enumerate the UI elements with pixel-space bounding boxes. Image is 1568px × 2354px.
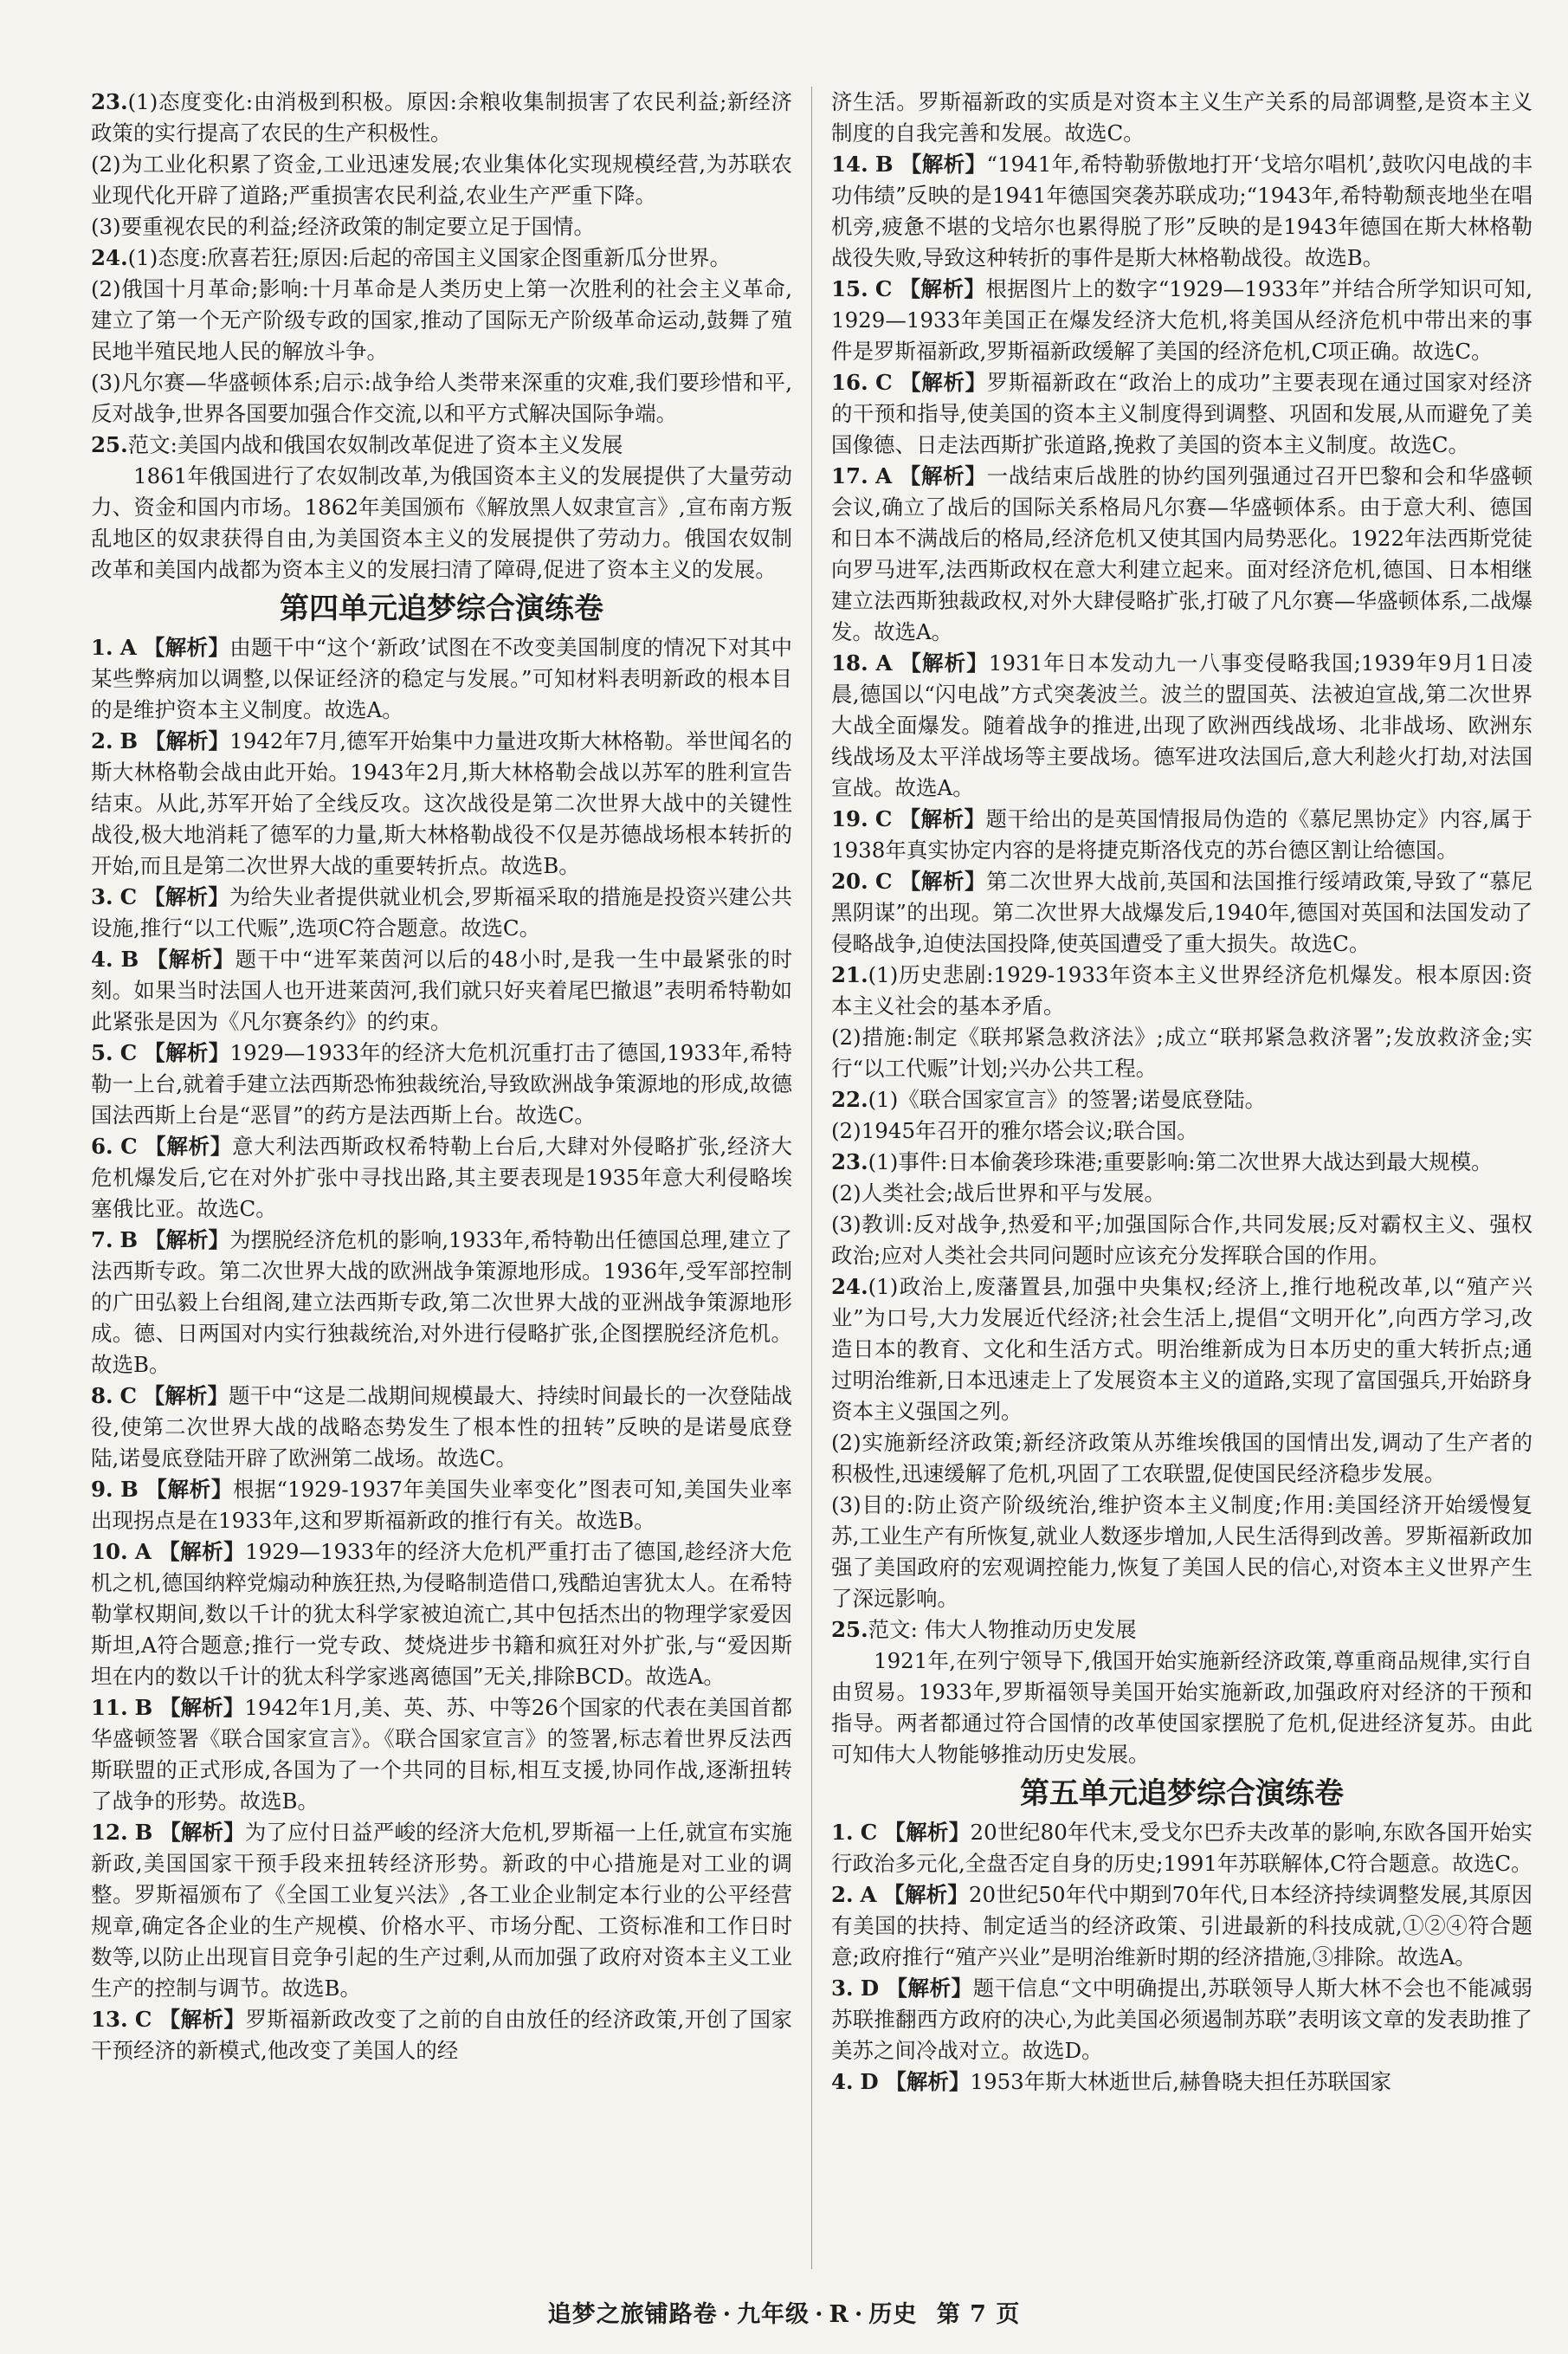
essay-paragraph: 1861年俄国进行了农奴制改革,为俄国资本主义的发展提供了大量劳动力、资金和国内市场。1862年美国颁布《解放黑人奴隶宣言》,宣布南方叛乱地区的奴隶获得自由,为美国资本主义的发展提供了劳动力。俄国农奴制改革和美国内战都为资本主义的发展扫清了障碍,促进了资本主义的发展。 (91, 463, 792, 582)
analysis-tag: 【解析】 (159, 1820, 245, 1845)
footer-edition: R (829, 2301, 849, 2328)
answer-item (91, 87, 792, 149)
question-number: 12. (91, 1820, 128, 1845)
answer-item (831, 149, 1533, 274)
answer-text: (1)态度变化:由消极到积极。原因:余粮收集制损害了农民利益;新经济政策的实行提高了农民的生产积极性。 (91, 89, 792, 146)
analysis-tag: 【解析】 (144, 1227, 230, 1252)
answer-item (831, 866, 1533, 960)
answer-item (831, 1084, 1533, 1116)
answer-text: 为给失业者提供就业机会,罗斯福采取的措施是投资兴建公共设施,推行“以工代赈”,选项C符合题意。故选C。 (91, 884, 792, 941)
answer-choice: C (119, 1040, 138, 1065)
answer-item (91, 882, 792, 944)
answer-subpart: 济生活。罗斯福新政的实质是对资本主义生产关系的局部调整,是资本主义制度的自我完善和发展。故选C。 (831, 89, 1533, 146)
left-column (91, 87, 792, 2269)
answer-item (831, 367, 1533, 461)
answer-text: 20世纪50年代中期到70年代,日本经济持续调整发展,其原因有美国的扶持、制定适当的经济政策、引进最新的科技成就,①②④符合题意;政府推行“殖产兴业”是明治维新时期的经济措施,③排除。故选A。 (831, 1882, 1533, 1969)
answer-item (831, 1614, 1533, 1646)
question-number: 24. (91, 245, 128, 270)
analysis-tag: 【解析】 (900, 370, 987, 395)
answer-text: 根据“1929-1937年美国失业率变化”图表可知,美国失业率出现拐点是在1933年,这和罗斯福新政的推行有关。故选B。 (91, 1477, 792, 1533)
question-number: 17. (831, 463, 868, 488)
answer-item (91, 1038, 792, 1131)
answer-choice: C (874, 276, 893, 301)
question-number: 15. (831, 276, 868, 301)
page-footer: 追梦之旅铺路卷 · 九年级 · R · 历史 第 7 页 (547, 2301, 1021, 2328)
answer-text: 1929—1933年的经济大危机沉重打击了德国,1933年,希特勒一上台,就着手建立法西斯恐怖独裁统治,导致欧洲战争策源地的形成,故德国法西斯上台是“恶冒”的药方是法西斯上台。故选C。 (91, 1040, 792, 1128)
answer-choice: C (874, 806, 893, 831)
answer-text: (1)事件:日本偷袭珍珠港;重要影响:第二次世界大战达到最大规模。 (868, 1149, 1493, 1174)
answer-text: 为了应付日益严峻的经济大危机,罗斯福一上任,就宣布实施新政,美国国家干预手段来扭转经济形势。新政的中心措施是对工业的调整。罗斯福颁布了《全国工业复兴法》,各工业企业制定本行业的公平经营规章,确定各企业的生产规模、价格水平、市场分配、工资标准和工作日时数等,以防止出现盲目竞争引起的生产过剩,从而加强了政府对资本主义工业生产的控制与调节。故选B。 (91, 1820, 792, 2001)
question-number: 25. (831, 1617, 868, 1642)
answer-item (831, 1817, 1533, 1879)
question-number: 9. (91, 1477, 113, 1502)
question-number: 19. (831, 806, 868, 831)
answer-subpart: (3)目的:防止资产阶级统治,维护资本主义制度;作用:美国经济开始缓慢复苏,工业生产有所恢复,就业人数逐步增加,人民生活得到改善。罗斯福新政加强了美国政府的宏观调控能力,恢复了美国人民的信心,对资本主义世界产生了深远影响。 (831, 1492, 1533, 1611)
question-number: 6. (91, 1134, 113, 1159)
answer-text: 意大利法西斯政权希特勒上台后,大肆对外侵略扩张,经济大危机爆发后,它在对外扩张中寻找出路,其主要表现是1935年意大利侵略埃塞俄比亚。故选C。 (91, 1134, 792, 1221)
answer-subpart: (2)措施:制定《联邦紧急救济法》;成立“联邦紧急救济署”;发放救济金;实行“以工代赈”计划;兴办公共工程。 (831, 1025, 1533, 1081)
section-heading: 第五单元追梦综合演练卷 (1020, 1776, 1344, 1811)
question-number: 22. (831, 1087, 868, 1112)
question-number: 3. (91, 884, 113, 909)
question-number: 11. (91, 1695, 128, 1720)
answer-choice: D (860, 2069, 879, 2094)
answer-page (91, 87, 1537, 2269)
question-number: 7. (91, 1227, 113, 1252)
footer-title: 追梦之旅铺路卷 (547, 2301, 718, 2328)
answer-choice: C (875, 370, 893, 395)
answer-choice: B (134, 1820, 153, 1845)
footer-grade: 九年级 (737, 2301, 810, 2328)
question-number: 3. (831, 1976, 854, 2001)
answer-text: 由题干中“这个‘新政’试图在不改变美国制度的情况下对其中某些弊病加以调整,以保证经济的稳定与发展。”可知材料表明新政的根本目的是维护资本主义制度。故选A。 (91, 635, 792, 722)
analysis-tag: 【解析】 (145, 1477, 234, 1502)
question-number: 4. (831, 2069, 854, 2094)
answer-item (91, 2004, 792, 2066)
question-number: 8. (91, 1383, 113, 1408)
answer-text: 根据图片上的数字“1929—1933年”并结合所学知识可知,1929—1933年美国正在爆发经济大危机,将美国从经济危机中带出来的事件是罗斯福新政,罗斯福新政缓解了美国的经济危机,C项正确。故选C。 (831, 276, 1533, 364)
analysis-tag: 【解析】 (144, 1040, 230, 1065)
analysis-tag: 【解析】 (158, 1539, 246, 1564)
answer-text: (1)历史悲剧:1929-1933年资本主义世界经济危机爆发。根本原因:资本主义社会的基本矛盾。 (831, 962, 1533, 1019)
answer-choice: A (134, 1539, 152, 1564)
answer-text: 范文:美国内战和俄国农奴制改革促进了资本主义发展 (127, 432, 623, 457)
answer-choice: B (119, 728, 139, 753)
question-number: 21. (831, 962, 868, 987)
answer-choice: A (875, 463, 893, 488)
answer-text: 第二次世界大战前,英国和法国推行绥靖政策,导致了“慕尼黑阴谋”的出现。第二次世界大战爆发后,1940年,德国对英国和法国发动了侵略战争,迫使法国投降,使英国遭受了重大损失。故选C。 (831, 869, 1533, 956)
answer-item (831, 1973, 1533, 2066)
answer-text: (1)《联合国家宣言》的签署;诺曼底登陆。 (868, 1087, 1267, 1112)
analysis-tag: 【解析】 (158, 2007, 246, 2032)
answer-item (91, 726, 792, 882)
question-number: 13. (91, 2007, 128, 2032)
analysis-tag: 【解析】 (144, 728, 230, 753)
answer-choice: B (874, 152, 894, 177)
analysis-tag: 【解析】 (899, 869, 987, 894)
answer-text: 题干给出的是英国情报局伪造的《慕尼黑协定》内容,属于1938年真实协定内容的是将捷克斯洛伐克的苏台德区割让给德国。 (831, 806, 1533, 863)
answer-text: 题干信息“文中明确提出,苏联领导人斯大林不会也不能减弱苏联推翻西方政府的决心,为此美国必须遏制苏联”表明该文章的发表助推了美苏之间冷战对立。故选D。 (831, 1976, 1533, 2063)
footer-subject: 历史 (868, 2301, 918, 2328)
answer-text: 1942年7月,德军开始集中力量进攻斯大林格勒。举世闻名的斯大林格勒会战由此开始。1943年2月,斯大林格勒会战以苏军的胜利宣告结束。从此,苏军开始了全线反攻。这次战役是第二次世界大战中的关键性战役,极大地消耗了德军的力量,斯大林格勒战役不仅是苏德战场根本转折的开始,而且是第二次世界大战的重要转折点。故选B。 (91, 728, 792, 878)
question-number: 23. (831, 1149, 868, 1174)
answer-text: 罗斯福新政在“政治上的成功”主要表现在通过国家对经济的干预和指导,使美国的资本主义制度得到调整、巩固和发展,从而避免了美国像德、日走法西斯扩张道路,挽救了美国的资本主义制度。故选C。 (831, 370, 1533, 457)
answer-item (91, 944, 792, 1038)
answer-subpart: (3)凡尔赛—华盛顿体系;启示:战争给人类带来深重的灾难,我们要珍惜和平,反对战争,世界各国要加强合作交流,以和平方式解决国际争端。 (91, 370, 792, 426)
answer-text: 20世纪80年代末,受戈尔巴乔夫改革的影响,东欧各国开始实行政治多元化,全盘否定自身的历史;1991年苏联解体,C符合题意。故选C。 (831, 1820, 1533, 1876)
answer-item (91, 1817, 792, 2004)
answer-subpart: (2)人类社会;战后世界和平与发展。 (831, 1180, 1165, 1206)
analysis-tag: 【解析】 (884, 1820, 971, 1845)
essay-paragraph: 1921年,在列宁领导下,俄国开始实施新经济政策,尊重商品规律,实行自由贸易。1933年,罗斯福领导美国开始实施新政,加强政府对经济的干预和指导。两者都通过符合国情的改革使国家摆脱了危机,促进经济复苏。由此可知伟大人物能够推动历史发展。 (831, 1648, 1533, 1767)
answer-subpart: (2)实施新经济政策;新经济政策从苏维埃俄国的国情出发,调动了生产者的积极性,迅速缓解了危机,巩固了工农联盟,促使国民经济稳步发展。 (831, 1430, 1533, 1486)
question-number: 1. (831, 1820, 854, 1845)
analysis-tag: 【解析】 (159, 1695, 245, 1720)
question-number: 16. (831, 370, 868, 395)
answer-item (91, 1692, 792, 1817)
section-heading: 第四单元追梦综合演练卷 (280, 592, 603, 626)
analysis-tag: 【解析】 (899, 276, 986, 301)
answer-item (831, 274, 1533, 367)
answer-item (91, 1131, 792, 1225)
answer-text: 罗斯福新政改变了之前的自由放任的经济政策,开创了国家干预经济的新模式,他改变了美国人的经 (91, 2007, 792, 2063)
column-divider (811, 87, 812, 2269)
answer-choice: D (860, 1976, 880, 2001)
answer-choice: C (860, 1820, 878, 1845)
answer-subpart: (2)1945年召开的雅尔塔会议;联合国。 (831, 1118, 1198, 1143)
analysis-tag: 【解析】 (900, 650, 989, 676)
analysis-tag: 【解析】 (143, 635, 230, 660)
answer-subpart: (2)为工业化积累了资金,工业迅速发展;农业集体化实现规模经营,为苏联农业现代化开辟了道路;严重损害农民利益,农业生产严重下降。 (91, 152, 792, 208)
answer-item (91, 243, 792, 274)
answer-choice: B (120, 1477, 139, 1502)
answer-text: 1953年斯大林逝世后,赫鲁晓夫担任苏联国家 (970, 2069, 1392, 2094)
answer-item (91, 1225, 792, 1381)
answer-choice: C (120, 1134, 138, 1159)
question-number: 2. (831, 1882, 854, 1907)
analysis-tag: 【解析】 (886, 1976, 973, 2001)
answer-item (831, 1879, 1533, 1973)
question-number: 20. (831, 869, 868, 894)
answer-text: 范文: 伟大人物推动历史发展 (868, 1617, 1137, 1642)
question-number: 2. (91, 728, 113, 753)
analysis-tag: 【解析】 (899, 806, 986, 831)
analysis-tag: 【解析】 (899, 463, 987, 488)
analysis-tag: 【解析】 (146, 947, 236, 972)
question-number: 10. (91, 1539, 128, 1564)
answer-text: “1941年,希特勒骄傲地打开‘戈培尔唱机’,鼓吹闪电战的丰功伟绩”反映的是1941年德国突袭苏联成功;“1943年,希特勒颓丧地坐在唱机旁,疲惫不堪的戈培尔也累得脱了形”反映的是1943年德国在斯大林格勒战役失败,导致这种转折的事件是斯大林格勒战役。故选B。 (831, 152, 1533, 270)
answer-subpart: (2)俄国十月革命;影响:十月革命是人类历史上第一次胜利的社会主义革命,建立了第一个无产阶级专政的国家,推动了国际无产阶级革命运动,鼓舞了殖民地半殖民地人民的解放斗争。 (91, 276, 792, 364)
answer-text: 1929—1933年的经济大危机严重打击了德国,趁经济大危机之机,德国纳粹党煽动种族狂热,为侵略制造借口,残酷迫害犹太人。在希特勒掌权期间,数以千计的犹太科学家被迫流亡,其中包括杰出的物理学家爱因斯坦,A符合题意;推行一党专政、焚烧进步书籍和疯狂对外扩张,与“爱因斯坦在内的数以千计的犹太科学家逃离德国”无关,排除BCD。故选A。 (91, 1539, 792, 1689)
answer-item (831, 804, 1533, 866)
question-number: 25. (91, 432, 128, 457)
answer-subpart: (3)教训:反对战争,热爱和平;加强国际合作,共同发展;反对霸权主义、强权政治;应对人类社会共同问题时应该充分发挥联合国的作用。 (831, 1212, 1533, 1268)
question-number: 14. (831, 152, 868, 177)
answer-choice: B (120, 947, 139, 972)
answer-item (91, 1381, 792, 1474)
question-number: 18. (831, 650, 868, 676)
question-number: 1. (91, 635, 113, 660)
answer-item (831, 2066, 1533, 2098)
answer-choice: B (134, 1695, 153, 1720)
answer-text: 为摆脱经济危机的影响,1933年,希特勒出任德国总理,建立了法西斯专政。第二次世界大战的欧洲战争策源地形成。1936年,受军部控制的广田弘毅上台组阁,建立法西斯专政,第二次世界大战的亚洲战争策源地形成。德、日两国对内实行独裁统治,对外进行侵略扩张,企图摆脱经济危机。故选B。 (91, 1227, 792, 1377)
answer-text: 题干中“这是二战期间规模最大、持续时间最长的一次登陆战役,使第二次世界大战的战略态势发生了根本性的扭转”反映的是诺曼底登陆,诺曼底登陆开辟了欧洲第二战场。故选C。 (91, 1383, 792, 1471)
answer-item (831, 461, 1533, 648)
answer-choice: B (119, 1227, 139, 1252)
answer-item (831, 1147, 1533, 1178)
answer-item (831, 648, 1533, 804)
answer-item (91, 430, 792, 461)
analysis-tag: 【解析】 (885, 2069, 971, 2094)
answer-item (91, 1536, 792, 1692)
answer-choice: C (119, 1383, 137, 1408)
answer-text: 题干中“进军莱茵河以后的48小时,是我一生中最紧张的时刻。如果当时法国人也开进莱茵河,我们就只好夹着尾巴撤退”表明希特勒如此紧张是因为《凡尔赛条约》的约束。 (91, 947, 792, 1034)
answer-text: 1931年日本发动九一八事变侵略我国;1939年9月1日凌晨,德国以“闪电战”方式突袭波兰。波兰的盟国英、法被迫宣战,第二次世界大战全面爆发。随着战争的推进,出现了欧洲西线战场、北非战场、欧洲东线战场及太平洋战场等主要战场。德军进攻法国后,意大利趁火打劫,对法国宣战。故选A。 (831, 650, 1533, 800)
answer-text: 一战结束后战胜的协约国列强通过召开巴黎和会和华盛顿会议,确立了战后的国际关系格局凡尔赛—华盛顿体系。由于意大利、德国和日本不满战后的格局,经济危机又使其国内局势恶化。1922年法西斯党徒向罗马进军,法西斯政权在意大利建立起来。面对经济危机,德国、日本相继建立法西斯独裁政权,对外大肆侵略扩张,打破了凡尔赛—华盛顿体系,二战爆发。故选A。 (831, 463, 1533, 644)
answer-item (91, 1474, 792, 1536)
answer-choice: A (119, 635, 137, 660)
answer-text: (1)政治上,废藩置县,加强中央集权;经济上,推行地税改革,以“殖产兴业”为口号,大力发展近代经济;社会生活上,提倡“文明开化”,向西方学习,改造日本的教育、文化和生活方式。明治维新成为日本历史的重大转折点;通过明治维新,日本迅速走上了发展资本主义的道路,实现了富国强兵,开始跻身资本主义强国之列。 (831, 1274, 1533, 1424)
answer-choice: A (875, 650, 893, 676)
answer-subpart: (3)要重视农民的利益;经济政策的制定要立足于国情。 (91, 214, 595, 239)
question-number: 4. (91, 947, 113, 972)
analysis-tag: 【解析】 (145, 1134, 233, 1159)
analysis-tag: 【解析】 (144, 884, 229, 909)
analysis-tag: 【解析】 (900, 152, 987, 177)
answer-item (91, 632, 792, 726)
answer-text: 1942年1月,美、英、苏、中等26个国家的代表在美国首都华盛顿签署《联合国家宣言》。《联合国家宣言》的签署,标志着世界反法西斯联盟的正式形成,各国为了一个共同的目标,相互支援,协同作战,逐渐扭转了战争的形势。故选B。 (91, 1695, 792, 1814)
question-number: 5. (91, 1040, 113, 1065)
answer-choice: A (860, 1882, 877, 1907)
analysis-tag: 【解析】 (883, 1882, 969, 1907)
footer-page-number: 第 7 页 (936, 2301, 1021, 2328)
answer-item (831, 960, 1533, 1022)
answer-choice: C (874, 869, 893, 894)
answer-choice: C (119, 884, 138, 909)
answer-choice: C (134, 2007, 152, 2032)
question-number: 23. (91, 89, 128, 114)
question-number: 24. (831, 1274, 868, 1299)
answer-item (831, 1271, 1533, 1427)
answer-text: (1)态度:欣喜若狂;原因:后起的帝国主义国家企图重新瓜分世界。 (127, 245, 732, 270)
right-column (831, 87, 1533, 2269)
analysis-tag: 【解析】 (143, 1383, 229, 1408)
